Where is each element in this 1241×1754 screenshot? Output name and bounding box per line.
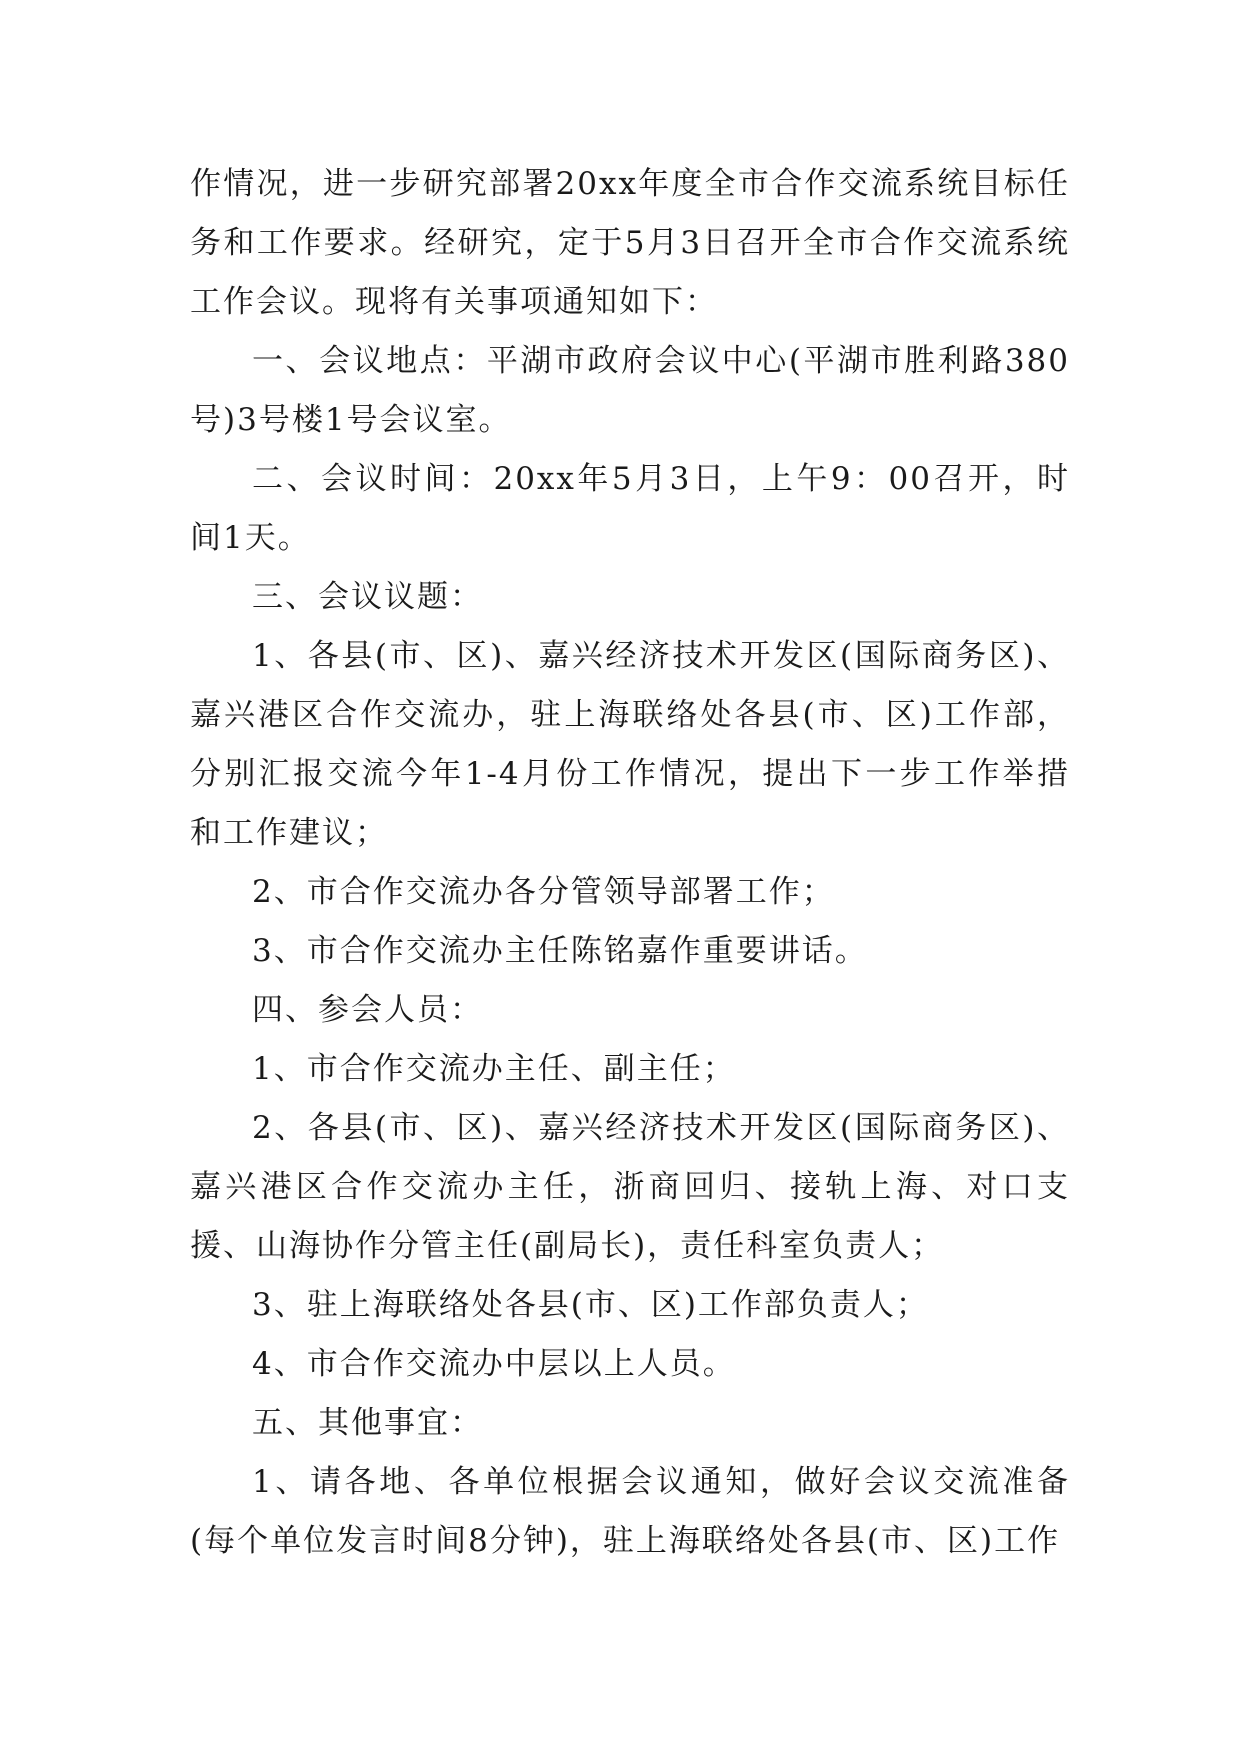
paragraph-attendee-3: 3、驻上海联络处各县(市、区)工作部负责人；	[252, 1287, 929, 1323]
paragraph-meeting-location: 一、会议地点：平湖市政府会议中心(平湖市胜利路380号)3号楼1号会议室。	[190, 343, 1070, 438]
heading-attendees: 四、参会人员：	[252, 992, 483, 1028]
paragraph-topic-3: 3、市合作交流办主任陈铭嘉作重要讲话。	[252, 933, 868, 969]
paragraph-meeting-time: 二、会议时间：20xx年5月3日，上午9：00召开，时间1天。	[190, 461, 1070, 556]
paragraph-other-1: 1、请各地、各单位根据会议通知，做好会议交流准备(每个单位发言时间8分钟)，驻上海联络处各县(市、区)工作	[190, 1464, 1070, 1559]
document-body	[190, 155, 1070, 1571]
paragraph-attendee-4: 4、市合作交流办中层以上人员。	[252, 1346, 736, 1382]
paragraph-intro-continuation: 作情况，进一步研究部署20xx年度全市合作交流系统目标任务和工作要求。经研究，定于5月3日召开全市合作交流系统工作会议。现将有关事项通知如下：	[190, 166, 1070, 320]
paragraph-topic-2: 2、市合作交流办各分管领导部署工作；	[252, 874, 835, 910]
paragraph-attendee-2: 2、各县(市、区)、嘉兴经济技术开发区(国际商务区)、嘉兴港区合作交流办主任，浙商回归、接轨上海、对口支援、山海协作分管主任(副局长)，责任科室负责人；	[190, 1110, 1070, 1264]
paragraph-topic-1: 1、各县(市、区)、嘉兴经济技术开发区(国际商务区)、嘉兴港区合作交流办，驻上海联络处各县(市、区)工作部，分别汇报交流今年1-4月份工作情况，提出下一步工作举措和工作建议；	[190, 638, 1070, 851]
paragraph-attendee-1: 1、市合作交流办主任、副主任；	[252, 1051, 736, 1087]
heading-meeting-topics: 三、会议议题：	[252, 579, 483, 615]
heading-other-matters: 五、其他事宜：	[252, 1405, 483, 1441]
